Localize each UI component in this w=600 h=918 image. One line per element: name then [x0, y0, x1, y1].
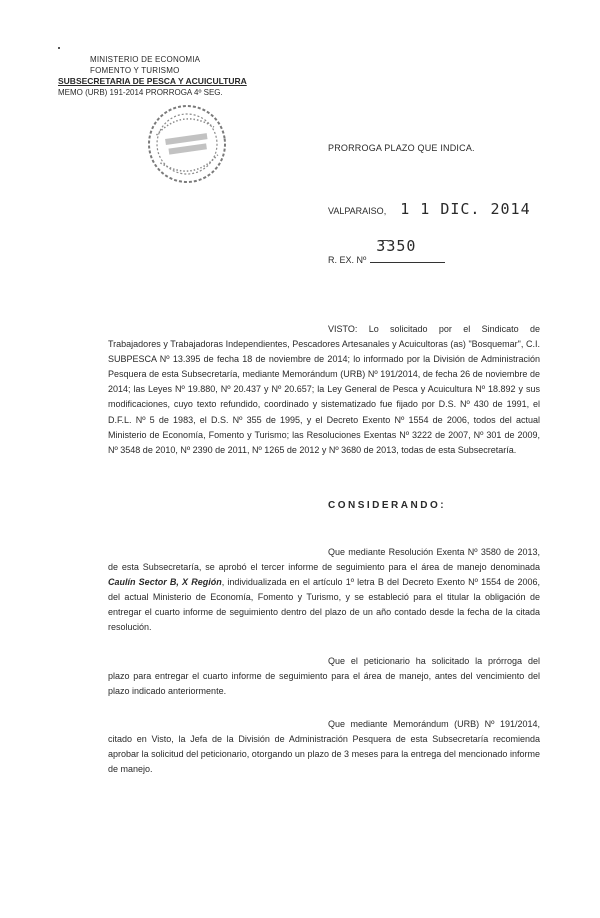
scan-speck [58, 47, 60, 49]
paragraph-3-text: Que mediante Memorándum (URB) Nº 191/2014, citado en Visto, la Jefa de la División de Administración Pesquera de esta Subsecretaría recomienda aprobar la solicitud del peticionario, otorgando un plazo de 3 meses para la entrega del mencionado informe de manejo. [108, 719, 540, 775]
paragraph-1-end: , individualizada en el artículo 1º letra B del Decreto Exento Nº 1554 de 2006, del actual Ministerio de Economía, Fomento y Turismo, y se estableció para el titular la obligación de entregar el cuarto informe de seguimiento dentro del plazo de un año contado desde la fecha de la citada resolución. [108, 577, 541, 633]
subsecretaria-name: SUBSECRETARIA DE PESCA Y ACUICULTURA [58, 76, 247, 86]
date-line [328, 200, 531, 218]
considerando-paragraph-2 [108, 654, 540, 699]
visto-text: Lo solicitado por el Sindicato de Trabajadores y Trabajadoras Independientes, Pescadores Artesanales y Acuicultoras (as) "Bosquemar", C.I. SUBPESCA Nº 13.395 de fecha 18 de noviembre de 2014; lo informado por la División de Administración Pesquera de esta Subsecretaría, mediante Memorándum (URB) Nº 191/2014, de fecha 26 de noviembre de 2014; las Leyes Nº 19.880, Nº 20.437 y Nº 20.657; la Ley General de Pesca y Acuicultura Nº 18.892 y sus modificaciones, cuyo texto refundido, coordinado y sistematizado fue fijado por D.S. Nº 430 de 1991, el D.F.L. Nº 5 de 1983, el D.S. Nº 355 de 1995, y el Decreto Exento Nº 1554 de 2006, todos del actual Ministerio de Economía, Fomento y Turismo; las Resoluciones Exentas Nº 3222 de 2007, Nº 301 de 2009, Nº 3548 de 2010, Nº 2390 de 2011, Nº 1265 de 2012 y Nº 3680 de 2013, todas de esta Subsecretaría. [108, 324, 540, 455]
resolution-number-line [328, 237, 445, 265]
ministry-name: MINISTERIO DE ECONOMIA [90, 55, 201, 64]
paragraph-1-start: Que mediante Resolución Exenta Nº 3580 de 2013, de esta Subsecretaría, se aprobó el tercer informe de seguimiento para el área de manejo denominada [108, 547, 540, 573]
date-value: 1 1 DIC. 2014 [400, 200, 531, 218]
document-subject: PRORROGA PLAZO QUE INDICA. [328, 143, 475, 153]
letterhead [58, 54, 258, 98]
memo-reference: MEMO (URB) 191-2014 PRORROGA 4º SEG. [58, 88, 223, 97]
resolution-underline [370, 237, 445, 263]
considerando-heading: CONSIDERANDO: [328, 500, 447, 511]
office-stamp-icon [141, 98, 234, 191]
resolution-number: 3350 [376, 237, 417, 255]
visto-paragraph [108, 322, 540, 458]
paragraph-2-text: Que el peticionario ha solicitado la prórroga del plazo para entregar el cuarto informe de seguimiento para el área de manejo, antes del vencimiento del plazo indicado anteriormente. [108, 656, 540, 697]
date-label: VALPARAISO, [328, 206, 387, 216]
area-name: Caulín Sector B, X Región [108, 577, 222, 588]
visto-lead: VISTO: [328, 324, 358, 334]
considerando-paragraph-3 [108, 717, 540, 777]
resolution-label: R. EX. Nº [328, 255, 367, 265]
considerando-paragraph-1 [108, 545, 540, 636]
ministry-subtitle: FOMENTO Y TURISMO [90, 66, 180, 75]
